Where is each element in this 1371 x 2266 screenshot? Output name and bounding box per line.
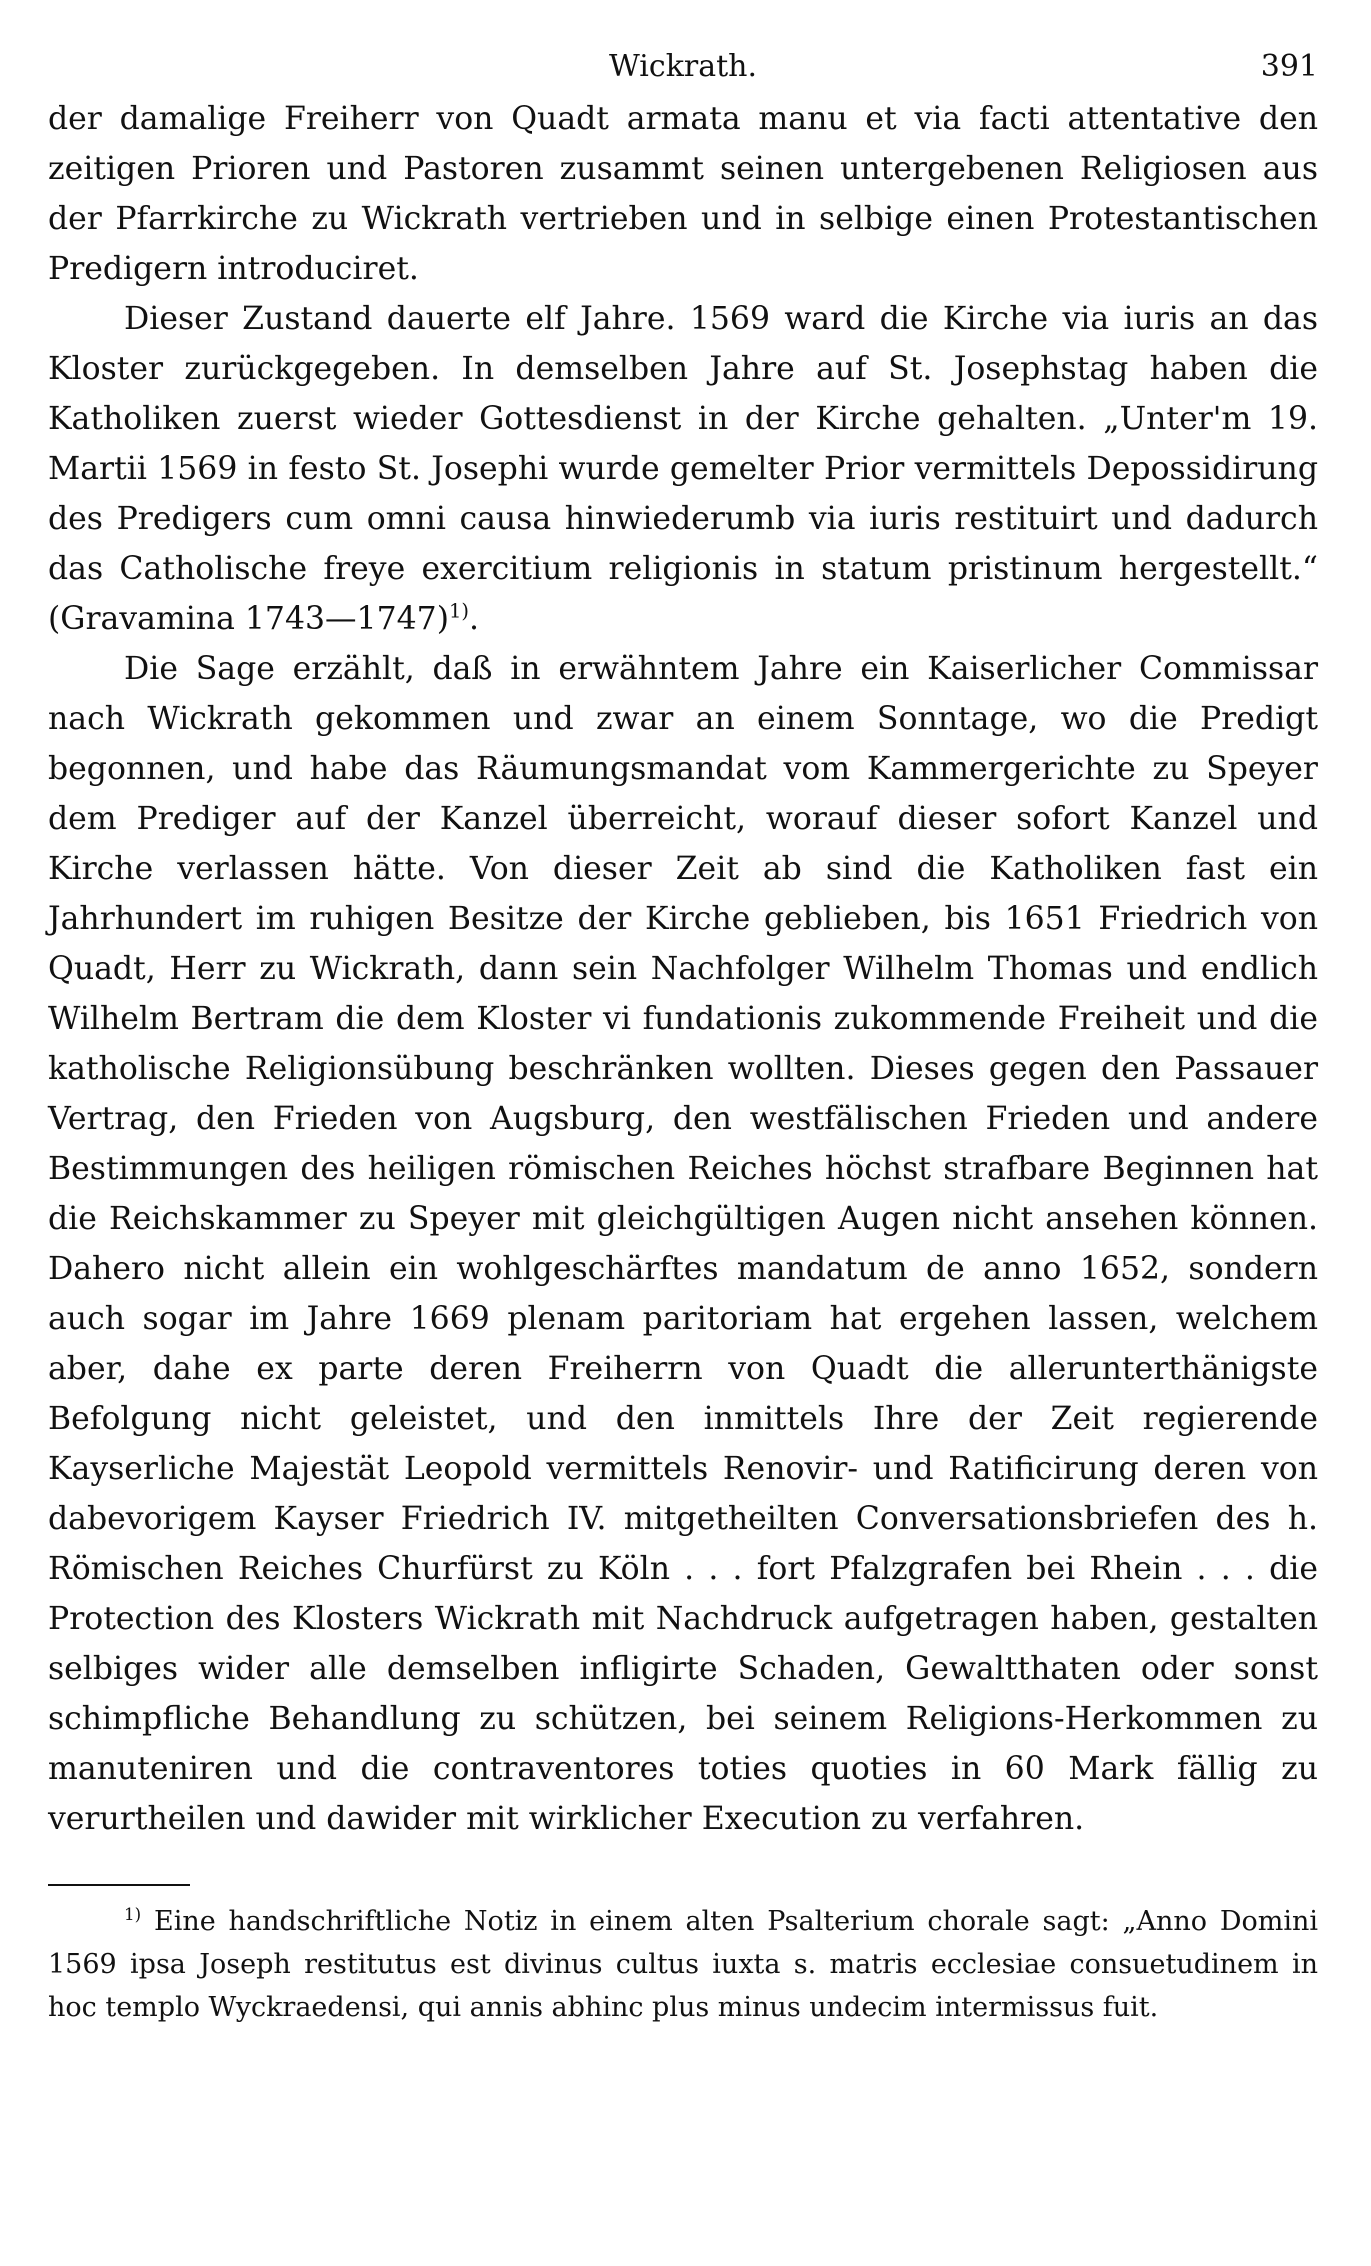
footnote-text: Eine handschriftliche Notiz in einem alten Psalterium chorale sagt: „Anno Domini 1569 ipsa Joseph restitutus est divinus cultus iuxta s. matris ecclesiae consuetudinem in hoc templo Wyckraedensi, qui annis abhinc plus minus undecim intermissus fuit. — [48, 1906, 1318, 2023]
footnote-reference[interactable]: 1) — [449, 599, 470, 623]
footnote-divider — [48, 1884, 190, 1886]
paragraph: Dieser Zustand dauerte elf Jahre. 1569 ward die Kirche via iuris an das Kloster zurückgegeben. In demselben Jahre auf St. Josephstag haben die Katholiken zuerst wieder Gottesdienst in der Kirche gehalten. „Unter'm 19. Martii 1569 in festo St. Josephi wurde gemelter Prior vermittels Depossidirung des Predigers cum omni causa hinwiederumb via iuris restituirt und dadurch das Catholische freye exercitium religionis in statum pristinum hergestellt.“ (Gravamina 1743—1747)$^{1)}$. — [48, 301, 1318, 637]
footnote — [48, 1900, 1318, 2029]
paragraph-text: der damalige Freiherr von Quadt armata manu et via facti attentative den zeitigen Prioren und Pastoren zusammt seinen untergebenen Religiosen aus der Pfarrkirche zu Wickrath vertrieben und in selbige einen Protestantischen Predigern introduciret. — [48, 101, 1318, 287]
paragraph-continuation — [48, 94, 1318, 294]
book-page — [48, 40, 1318, 2240]
body-text — [48, 94, 1318, 1844]
paragraph-text: Die Sage erzählt, daß in erwähntem Jahre ein Kaiserlicher Commissar nach Wickrath gekommen und zwar an einem Sonntage, wo die Predigt begonnen, und habe das Räumungsmandat vom Kammergerichte zu Speyer dem Prediger auf der Kanzel überreicht, worauf dieser sofort Kanzel und Kirche verlassen hätte. Von dieser Zeit ab sind die Katholiken fast ein Jahrhundert im ruhigen Besitze der Kirche geblieben, bis 1651 Friedrich von Quadt, Herr zu Wickrath, dann sein Nachfolger Wilhelm Thomas und endlich Wilhelm Bertram die dem Kloster vi fundationis zukommende Freiheit und die katholische Religionsübung beschränken wollten. Dieses gegen den Passauer Vertrag, den Frieden von Augsburg, den westfälischen Frieden und andere Bestimmungen des heiligen römischen Reiches höchst strafbare Beginnen hat die Reichskammer zu Speyer mit gleichgültigen Augen nicht ansehen können. Dahero nicht allein ein wohlgeschärftes mandatum de anno 1652, sondern auch sogar im Jahre 1669 plenam paritoriam hat ergehen lassen, welchem aber, dahe ex parte deren Freiherrn von Quadt die allerunterthänigste Befolgung nicht geleistet, und den inmittels Ihre der Zeit regierende Kayserliche Majestät Leopold vermittels Renovir- und Ratificirung deren von dabevorigem Kayser Friedrich IV. mitgetheilten Conversationsbriefen des h. Römischen Reiches Churfürst zu Köln . . . fort Pfalzgrafen bei Rhein . . . die Protection des Klosters Wickrath mit Nachdruck aufgetragen haben, gestalten selbiges wider alle demselben infligirte Schaden, Gewaltthaten oder sonst schimpfliche Behandlung zu schützen, bei seinem Religions-Herkommen zu manuteniren und die contraventores toties quoties in 60 Mark fällig zu verurtheilen und dawider mit wirklicher Execution zu verfahren. — [48, 651, 1318, 1837]
paragraph-text: Dieser Zustand dauerte elf Jahre. 1569 ward die Kirche via iuris an das Kloster zurückgegeben. In demselben Jahre auf St. Josephstag haben die Katholiken zuerst wieder Gottesdienst in der Kirche gehalten. „Unter'm 19. Martii 1569 in festo St. Josephi wurde gemelter Prior vermittels Depossidirung des Predigers cum omni causa hinwiederumb via iuris restituirt und dadurch das Catholische freye exercitium religionis in statum pristinum hergestellt.“ (Gravamina 1743—1747) — [48, 301, 1318, 637]
footnote-marker: 1) — [124, 1904, 142, 1924]
running-head — [48, 40, 1318, 94]
paragraph — [48, 644, 1318, 1844]
running-title: Wickrath. — [608, 49, 758, 84]
page-number: 391 — [1260, 49, 1318, 84]
